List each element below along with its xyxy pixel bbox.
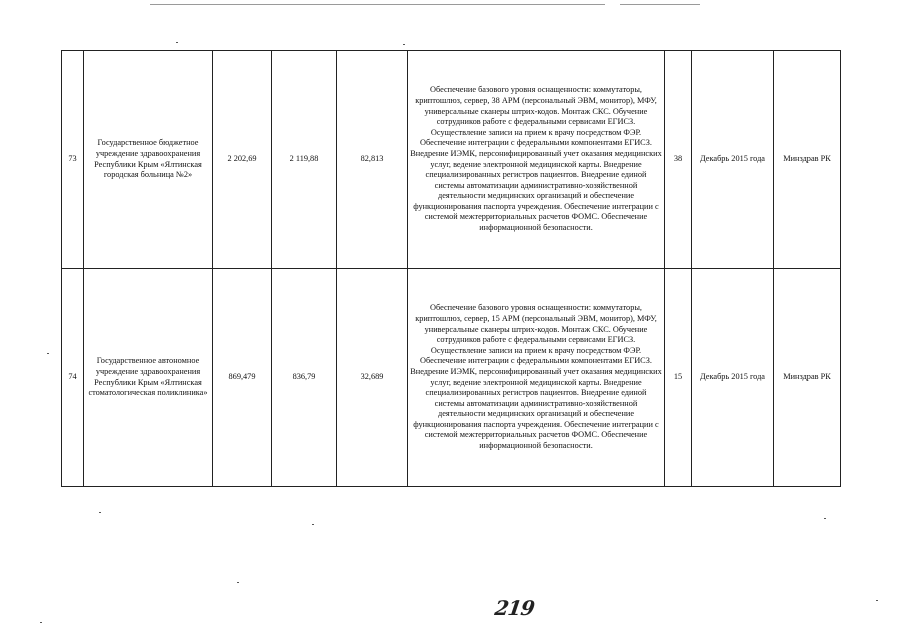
institution-name: Государственное автономное учреждение здравоохранения Республики Крым «Ялтинская стоматологическая поликлиника»	[84, 269, 213, 487]
scan-speck	[824, 518, 826, 519]
scan-speck	[47, 353, 49, 354]
deadline: Декабрь 2015 года	[692, 51, 774, 269]
total-cost: 869,479	[213, 269, 272, 487]
arm-count: 38	[665, 51, 692, 269]
institution-name: Государственное бюджетное учреждение здравоохранения Республики Крым «Ялтинская городская больница №2»	[84, 51, 213, 269]
row-number: 74	[62, 269, 84, 487]
top-border-line	[620, 4, 700, 5]
scan-speck	[237, 582, 239, 583]
scan-speck	[403, 44, 405, 45]
scan-speck	[312, 524, 314, 525]
equipment-plan-table	[61, 50, 841, 487]
deadline: Декабрь 2015 года	[692, 269, 774, 487]
scan-speck	[40, 622, 42, 623]
federal-funds: 2 119,88	[272, 51, 337, 269]
responsible-party: Минздрав РК	[774, 51, 841, 269]
measures-description: Обеспечение базового уровня оснащенности: коммутаторы, криптошлюз, сервер, 15 АРМ (персональный ЭВМ, монитор), МФУ, универсальные сканеры штрих-кодов. Монтаж СКС. Обучение сотрудников работе с федеральными сервисами ЕГИСЗ. Осуществление записи на прием к врачу посредством ФЭР. Обеспечение интеграции с федеральными компонентами ЕГИСЗ. Внедрение ИЭМК, персонифицированный учет оказания медицинских услуг, ведение электронной медицинской карты. Внедрение специализированных регистров пациентов. Внедрение единой системы автоматизации административно-хозяйственной деятельности медицинских организаций и обеспечение функционирования паспорта учреждения. Обеспечение интеграции с системой межтерриториальных расчетов ФОМС. Обеспечение информационной безопасности.	[408, 269, 665, 487]
regional-funds: 32,689	[337, 269, 408, 487]
scan-speck	[99, 512, 101, 513]
scan-speck	[876, 600, 878, 601]
responsible-party: Минздрав РК	[774, 269, 841, 487]
top-border-line	[510, 4, 590, 5]
measures-description: Обеспечение базового уровня оснащенности: коммутаторы, криптошлюз, сервер, 38 АРМ (персональный ЭВМ, монитор), МФУ, универсальные сканеры штрих-кодов. Монтаж СКС. Обучение сотрудников работе с федеральными сервисами ЕГИСЗ. Осуществление записи на прием к врачу посредством ФЭР. Обеспечение интеграции с федеральными компонентами ЕГИСЗ. Внедрение ИЭМК, персонифицированный учет оказания медицинских услуг, ведение электронной медицинской карты. Внедрение специализированных регистров пациентов. Внедрение единой системы автоматизации административно-хозяйственной деятельности медицинских организаций и обеспечение функционирования паспорта учреждения. Обеспечение интеграции с системой межтерриториальных расчетов ФОМС. Обеспечение информационной безопасности.	[408, 51, 665, 269]
arm-count: 15	[665, 269, 692, 487]
total-cost: 2 202,69	[213, 51, 272, 269]
row-number: 73	[62, 51, 84, 269]
regional-funds: 82,813	[337, 51, 408, 269]
scan-speck	[176, 42, 178, 43]
handwritten-page-number: 219	[493, 596, 536, 620]
table-row	[62, 269, 841, 487]
table-row	[62, 51, 841, 269]
federal-funds: 836,79	[272, 269, 337, 487]
